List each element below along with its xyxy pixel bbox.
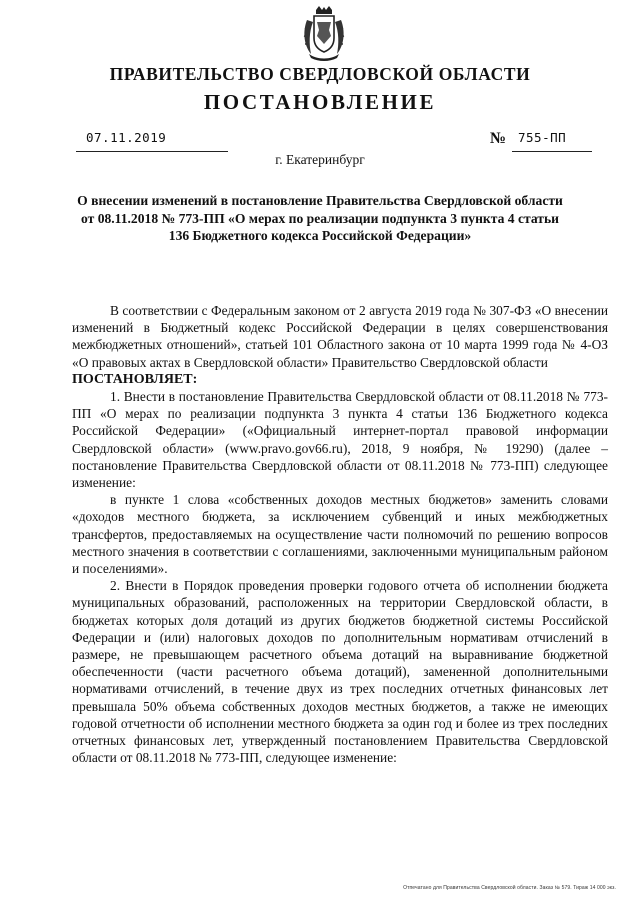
number-sign: №	[490, 130, 507, 147]
resolves-heading: ПОСТАНОВЛЯЕТ:	[72, 371, 198, 387]
city-name: г. Екатеринбург	[275, 152, 365, 167]
document-title: О внесении изменений в постановление Правительства Свердловской области от 08.11.2018 № 773-ПП «О мерах по реализации подпункта 3 пункта 4 статьи 136 Бюджетного кодекса Российской Федерации»	[77, 193, 563, 243]
coat-of-arms-icon	[301, 6, 347, 62]
document-body	[72, 302, 608, 766]
item-1-change-paragraph: в пункте 1 слова «собственных доходов местных бюджетов» заменить словами «доходов местного бюджета, за исключением субвенций и иных межбюджетных трансфертов, предоставляемых на осуществление части полномочий по решению вопросов местного значения в соответствии с соглашениями, заключенными муниципальным районом и поселениями».	[72, 492, 608, 577]
document-type: ПОСТАНОВЛЕНИЕ	[203, 90, 437, 114]
organization-name: ПРАВИТЕЛЬСТВО СВЕРДЛОВСКОЙ ОБЛАСТИ	[109, 64, 531, 84]
print-footer: Отпечатано для Правительства Свердловской области. Заказ № 579. Тираж 14 000 экз.	[403, 885, 616, 891]
preamble-paragraph: В соответствии с Федеральным законом от 2 августа 2019 года № 307-ФЗ «О внесении изменений в Бюджетный кодекс Российской Федерации в целях совершенствования межбюджетных отношений», статьей 101 Областного закона от 10 марта 1999 года № 4-ОЗ «О правовых актах в Свердловской области» Правительство Свердловской области	[72, 303, 608, 370]
item-1-paragraph: 1. Внести в постановление Правительства Свердловской области от 08.11.2018 № 773-ПП «О мерах по реализации подпункта 3 пункта 4 статьи 136 Бюджетного кодекса Российской Федерации» («Официальный интернет-портал правовой информации Свердловской области» (www.pravo.gov66.ru), 2018, 9 ноября, № 19290) (далее – постановление Правительства Свердловской области от 08.11.2018 № 773-ПП) следующее изменение:	[72, 389, 608, 491]
item-2-paragraph: 2. Внести в Порядок проведения проверки годового отчета об исполнении бюджета муниципальных образований, расположенных на территории Свердловской области, в бюджетах которых доля дотаций из других бюджетов бюджетной системы Российской Федерации и (или) налоговых доходов по дополнительным нормативам отчислений в размере, не превышающем расчетного объема дотаций на выравнивание бюджетной обеспеченности (части расчетного объема дотаций), замененной дополнительными нормативами отчислений, в течение двух из трех последних отчетных финансовых лет превышала 50% объема собственных доходов местных бюджетов, а также не имеющих годовой отчетности об исполнении местного бюджета за один год и более из трех последних отчетных финансовых лет, утвержденный постановлением Правительства Свердловской области от 08.11.2018 № 773-ПП, следующее изменение:	[72, 578, 608, 766]
document-number: 755-ПП	[518, 130, 567, 145]
document-date: 07.11.2019	[86, 130, 167, 145]
